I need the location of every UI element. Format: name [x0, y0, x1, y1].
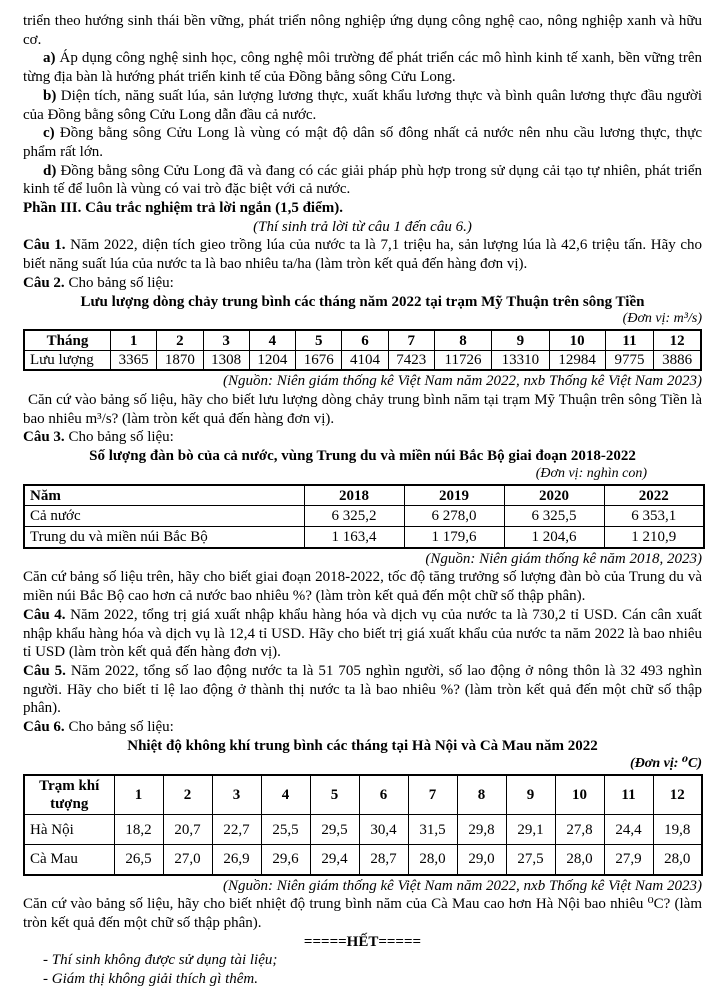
month-header-cell: 4: [261, 775, 310, 815]
month-header-cell: 7: [408, 775, 457, 815]
question-3-label: Câu 3.: [23, 429, 65, 446]
q2-header-row: [24, 330, 701, 350]
cattle-value-cell: 1 163,4: [304, 527, 404, 548]
q2-source: (Nguồn: Niên giám thống kê Việt Nam năm 2022, nxb Thống kê Việt Nam 2023): [223, 373, 702, 390]
q2-data-row: [24, 350, 701, 370]
flow-value-cell: 11726: [434, 350, 491, 370]
q2-table-title: Lưu lượng dòng chảy trung bình các tháng năm 2022 tại trạm Mỹ Thuận trên sông Tiền: [80, 293, 645, 310]
q6-source: (Nguồn: Niên giám thống kê Việt Nam năm 2022, nxb Thống kê Việt Nam 2023): [223, 877, 702, 894]
q6-header-row: [24, 775, 702, 815]
question-1-label: Câu 1.: [23, 237, 66, 254]
statement-a-label: a): [43, 50, 56, 67]
month-header-cell: 3: [212, 775, 261, 815]
q3-question: Căn cứ bảng số liệu trên, hãy cho biết giai đoạn 2018-2022, tốc độ tăng trưởng số lượng đàn bò của Trung du và miền núi Bắc Bộ cao hơn cả nước bao nhiêu %? (làm tròn kết quả đến một chữ số thập phân).: [23, 569, 702, 605]
question-4-label: Câu 4.: [23, 606, 66, 623]
month-header-cell: 2: [163, 775, 212, 815]
month-header-cell: 2: [157, 330, 203, 350]
month-header-cell: 12: [653, 775, 702, 815]
question-6-label: Câu 6.: [23, 719, 65, 736]
cattle-value-cell: 1 179,6: [404, 527, 504, 548]
statement-b: [23, 87, 702, 124]
temp-value-cell: 22,7: [212, 815, 261, 845]
statement-a: [23, 49, 702, 86]
month-header-cell: 6: [342, 330, 388, 350]
temp-value-cell: 19,8: [653, 815, 702, 845]
q3-table-title: Số lượng đàn bò của cả nước, vùng Trung du và miền núi Bắc Bộ giai đoạn 2018-2022: [89, 448, 636, 465]
month-header-cell: 8: [434, 330, 491, 350]
flow-value-cell: 7423: [388, 350, 434, 370]
temp-value-cell: 26,9: [212, 845, 261, 875]
statement-c-text: Đồng bằng sông Cửu Long là vùng có mật độ dân số đông nhất cả nước nên nhu cầu lương thực, thực phẩm rất lớn.: [23, 125, 703, 160]
temp-value-cell: 29,4: [310, 845, 359, 875]
month-header-cell: 3: [203, 330, 249, 350]
temp-value-cell: 31,5: [408, 815, 457, 845]
temp-value-cell: 28,0: [555, 845, 604, 875]
q2-unit-note: (Đơn vị: m³/s): [622, 311, 702, 327]
month-header-cell: 9: [492, 330, 549, 350]
year-header-cell: 2019: [404, 485, 504, 506]
temp-value-cell: 26,5: [114, 845, 163, 875]
question-2-lead-text: Cho bảng số liệu:: [68, 274, 174, 291]
q3-source: (Nguồn: Niên giám thống kê năm 2018, 2023): [425, 550, 702, 567]
part3-heading: Phần III. Câu trắc nghiệm trả lời ngắn (1,5 điểm).: [23, 200, 343, 217]
flow-value-cell: 1204: [249, 350, 295, 370]
temp-value-cell: 28,0: [653, 845, 702, 875]
cattle-value-cell: 6 325,2: [304, 506, 404, 527]
temp-value-cell: 28,7: [359, 845, 408, 875]
month-header-cell: 9: [506, 775, 555, 815]
cattle-value-cell: 1 210,9: [604, 527, 704, 548]
year-header-cell: 2020: [504, 485, 604, 506]
flow-value-cell: 1870: [157, 350, 203, 370]
temp-value-cell: 27,5: [506, 845, 555, 875]
question-4-text: Năm 2022, tổng trị giá xuất nhập khẩu hàng hóa và dịch vụ của nước ta là 730,2 tỉ USD. Cán cân xuất nhập khẩu hàng hóa và dịch vụ là 12,4 tỉ USD. Hãy cho biết trị giá xuất khẩu của nước ta năm 2022 là bao nhiêu tỉ USD (làm tròn kết quả đến hàng đơn vị).: [23, 606, 702, 661]
question-3-lead-text: Cho bảng số liệu:: [68, 429, 174, 446]
flow-value-cell: 3365: [111, 350, 157, 370]
statement-a-text: Áp dụng công nghệ sinh học, công nghệ môi trường để phát triển các mô hình kinh tế xanh, bền vững trên từng địa bàn là hướng phát triển kinh tế của Đồng bằng sông Cửu Long.: [23, 50, 702, 86]
footer-note-2: - Giám thị không giải thích gì thêm.: [43, 971, 258, 988]
part3-instruction: (Thí sinh trả lời từ câu 1 đến câu 6.): [253, 218, 472, 235]
temp-value-cell: 27,8: [555, 815, 604, 845]
temp-value-cell: 24,4: [604, 815, 653, 845]
temp-value-cell: 29,5: [310, 815, 359, 845]
cattle-value-cell: 1 204,6: [504, 527, 604, 548]
temp-value-cell: 25,5: [261, 815, 310, 845]
end-mark: =====HẾT=====: [303, 933, 422, 950]
temp-value-cell: 28,0: [408, 845, 457, 875]
question-6-lead: [23, 718, 702, 737]
year-header-cell: 2022: [604, 485, 704, 506]
q3-unit-note: (Đơn vị: nghìn con): [535, 465, 647, 481]
q6-row-label: Cà Mau: [24, 845, 114, 875]
q3-corner-header: Năm: [24, 485, 304, 506]
q6-data-row-camau: [24, 845, 702, 875]
month-header-cell: 5: [296, 330, 342, 350]
statement-c: [23, 124, 702, 161]
q6-data-row-hanoi: [24, 815, 702, 845]
temp-value-cell: 29,0: [457, 845, 506, 875]
cattle-value-cell: 6 278,0: [404, 506, 504, 527]
q2-corner-header: Tháng: [24, 330, 111, 350]
month-header-cell: 6: [359, 775, 408, 815]
q6-corner-header: Trạm khí tượng: [24, 775, 114, 815]
temp-value-cell: 29,1: [506, 815, 555, 845]
question-5-text: Năm 2022, tổng số lao động nước ta là 51 705 nghìn người, số lao động ở nông thôn là 32 493 nghìn người. Hãy cho biết tỉ lệ lao động ở thành thị nước ta là bao nhiêu %? (làm tròn kết quả đến một chữ số thập phân).: [23, 662, 703, 717]
flow-value-cell: 1676: [296, 350, 342, 370]
flow-value-cell: 12984: [549, 350, 605, 370]
q2-row-label: Lưu lượng: [24, 350, 111, 370]
month-header-cell: 4: [249, 330, 295, 350]
year-header-cell: 2018: [304, 485, 404, 506]
month-header-cell: 12: [654, 330, 701, 350]
temp-value-cell: 30,4: [359, 815, 408, 845]
q3-data-row-whole-country: [24, 506, 704, 527]
statement-c-label: c): [43, 125, 55, 142]
question-4: [23, 606, 702, 662]
question-1: [23, 236, 702, 273]
question-5: [23, 662, 702, 718]
temp-value-cell: 29,8: [457, 815, 506, 845]
q3-data-row-northern-region: [24, 527, 704, 548]
temp-value-cell: 27,9: [604, 845, 653, 875]
flow-value-cell: 13310: [492, 350, 549, 370]
q6-row-label: Hà Nội: [24, 815, 114, 845]
question-5-label: Câu 5.: [23, 662, 66, 679]
statement-b-text: Diện tích, năng suất lúa, sản lượng lương thực, xuất khẩu lương thực và bình quân lương thực đầu người của Đồng bằng sông Cửu Long dẫn đầu cả nước.: [23, 87, 702, 123]
month-header-cell: 11: [604, 775, 653, 815]
flow-value-cell: 1308: [203, 350, 249, 370]
flow-value-cell: 9775: [605, 350, 653, 370]
temp-value-cell: 27,0: [163, 845, 212, 875]
month-header-cell: 8: [457, 775, 506, 815]
flow-value-cell: 4104: [342, 350, 388, 370]
month-header-cell: 1: [114, 775, 163, 815]
q3-row-label: Trung du và miền núi Bắc Bộ: [24, 527, 304, 548]
month-header-cell: 11: [605, 330, 653, 350]
question-3-lead: [23, 428, 702, 447]
temp-value-cell: 20,7: [163, 815, 212, 845]
question-2-lead: [23, 274, 702, 293]
statement-d: [23, 162, 702, 199]
q6-table-title: Nhiệt độ không khí trung bình các tháng tại Hà Nội và Cà Mau năm 2022: [127, 737, 598, 754]
statement-d-text: Đồng bằng sông Cửu Long đã và đang có các giải pháp phù hợp trong sử dụng cải tạo tự nhiên, phát triển kinh tế để luôn là vùng có vai trò đặc biệt với cả nước.: [23, 162, 703, 198]
month-header-cell: 10: [555, 775, 604, 815]
question-1-text: Năm 2022, diện tích gieo trồng lúa của nước ta là 7,1 triệu ha, sản lượng lúa là 42,6 triệu tấn. Hãy cho biết năng suất lúa của nước ta là bao nhiêu ta/ha (làm tròn kết quả đến hàng đơn vị).: [23, 237, 702, 273]
statement-d-label: d): [43, 162, 57, 179]
cattle-value-cell: 6 353,1: [604, 506, 704, 527]
q2-flow-table: [23, 329, 702, 371]
q6-question: Căn cứ vào bảng số liệu, hãy cho biết nhiệt độ trung bình năm của Cà Mau cao hơn Hà Nội bao nhiêu ⁰C? (làm tròn kết quả đến một chữ số thập phân).: [23, 896, 702, 931]
month-header-cell: 7: [388, 330, 434, 350]
q2-question: Căn cứ vào bảng số liệu, hãy cho biết lưu lượng dòng chảy trung bình năm tại trạm Mỹ Thuận trên sông Tiền là bao nhiêu m³/s? (làm tròn kết quả đến hàng đơn vị).: [23, 391, 702, 427]
q3-row-label: Cả nước: [24, 506, 304, 527]
temp-value-cell: 18,2: [114, 815, 163, 845]
flow-value-cell: 3886: [654, 350, 701, 370]
month-header-cell: 5: [310, 775, 359, 815]
intro-continuation-paragraph: triển theo hướng sinh thái bền vững, phát triển nông nghiệp ứng dụng công nghệ cao, nông nghiệp xanh và hữu cơ.: [23, 13, 702, 48]
question-6-lead-text: Cho bảng số liệu:: [68, 719, 174, 736]
cattle-value-cell: 6 325,5: [504, 506, 604, 527]
q6-unit-note: (Đơn vị: ⁰C): [630, 755, 702, 771]
footer-note-1: - Thí sinh không được sử dụng tài liệu;: [43, 952, 278, 969]
month-header-cell: 10: [549, 330, 605, 350]
q6-temperature-table: [23, 774, 703, 876]
statement-b-label: b): [43, 87, 57, 104]
temp-value-cell: 29,6: [261, 845, 310, 875]
question-2-label: Câu 2.: [23, 274, 65, 291]
month-header-cell: 1: [111, 330, 157, 350]
q3-header-row: [24, 485, 704, 506]
q3-cattle-table: [23, 484, 705, 549]
